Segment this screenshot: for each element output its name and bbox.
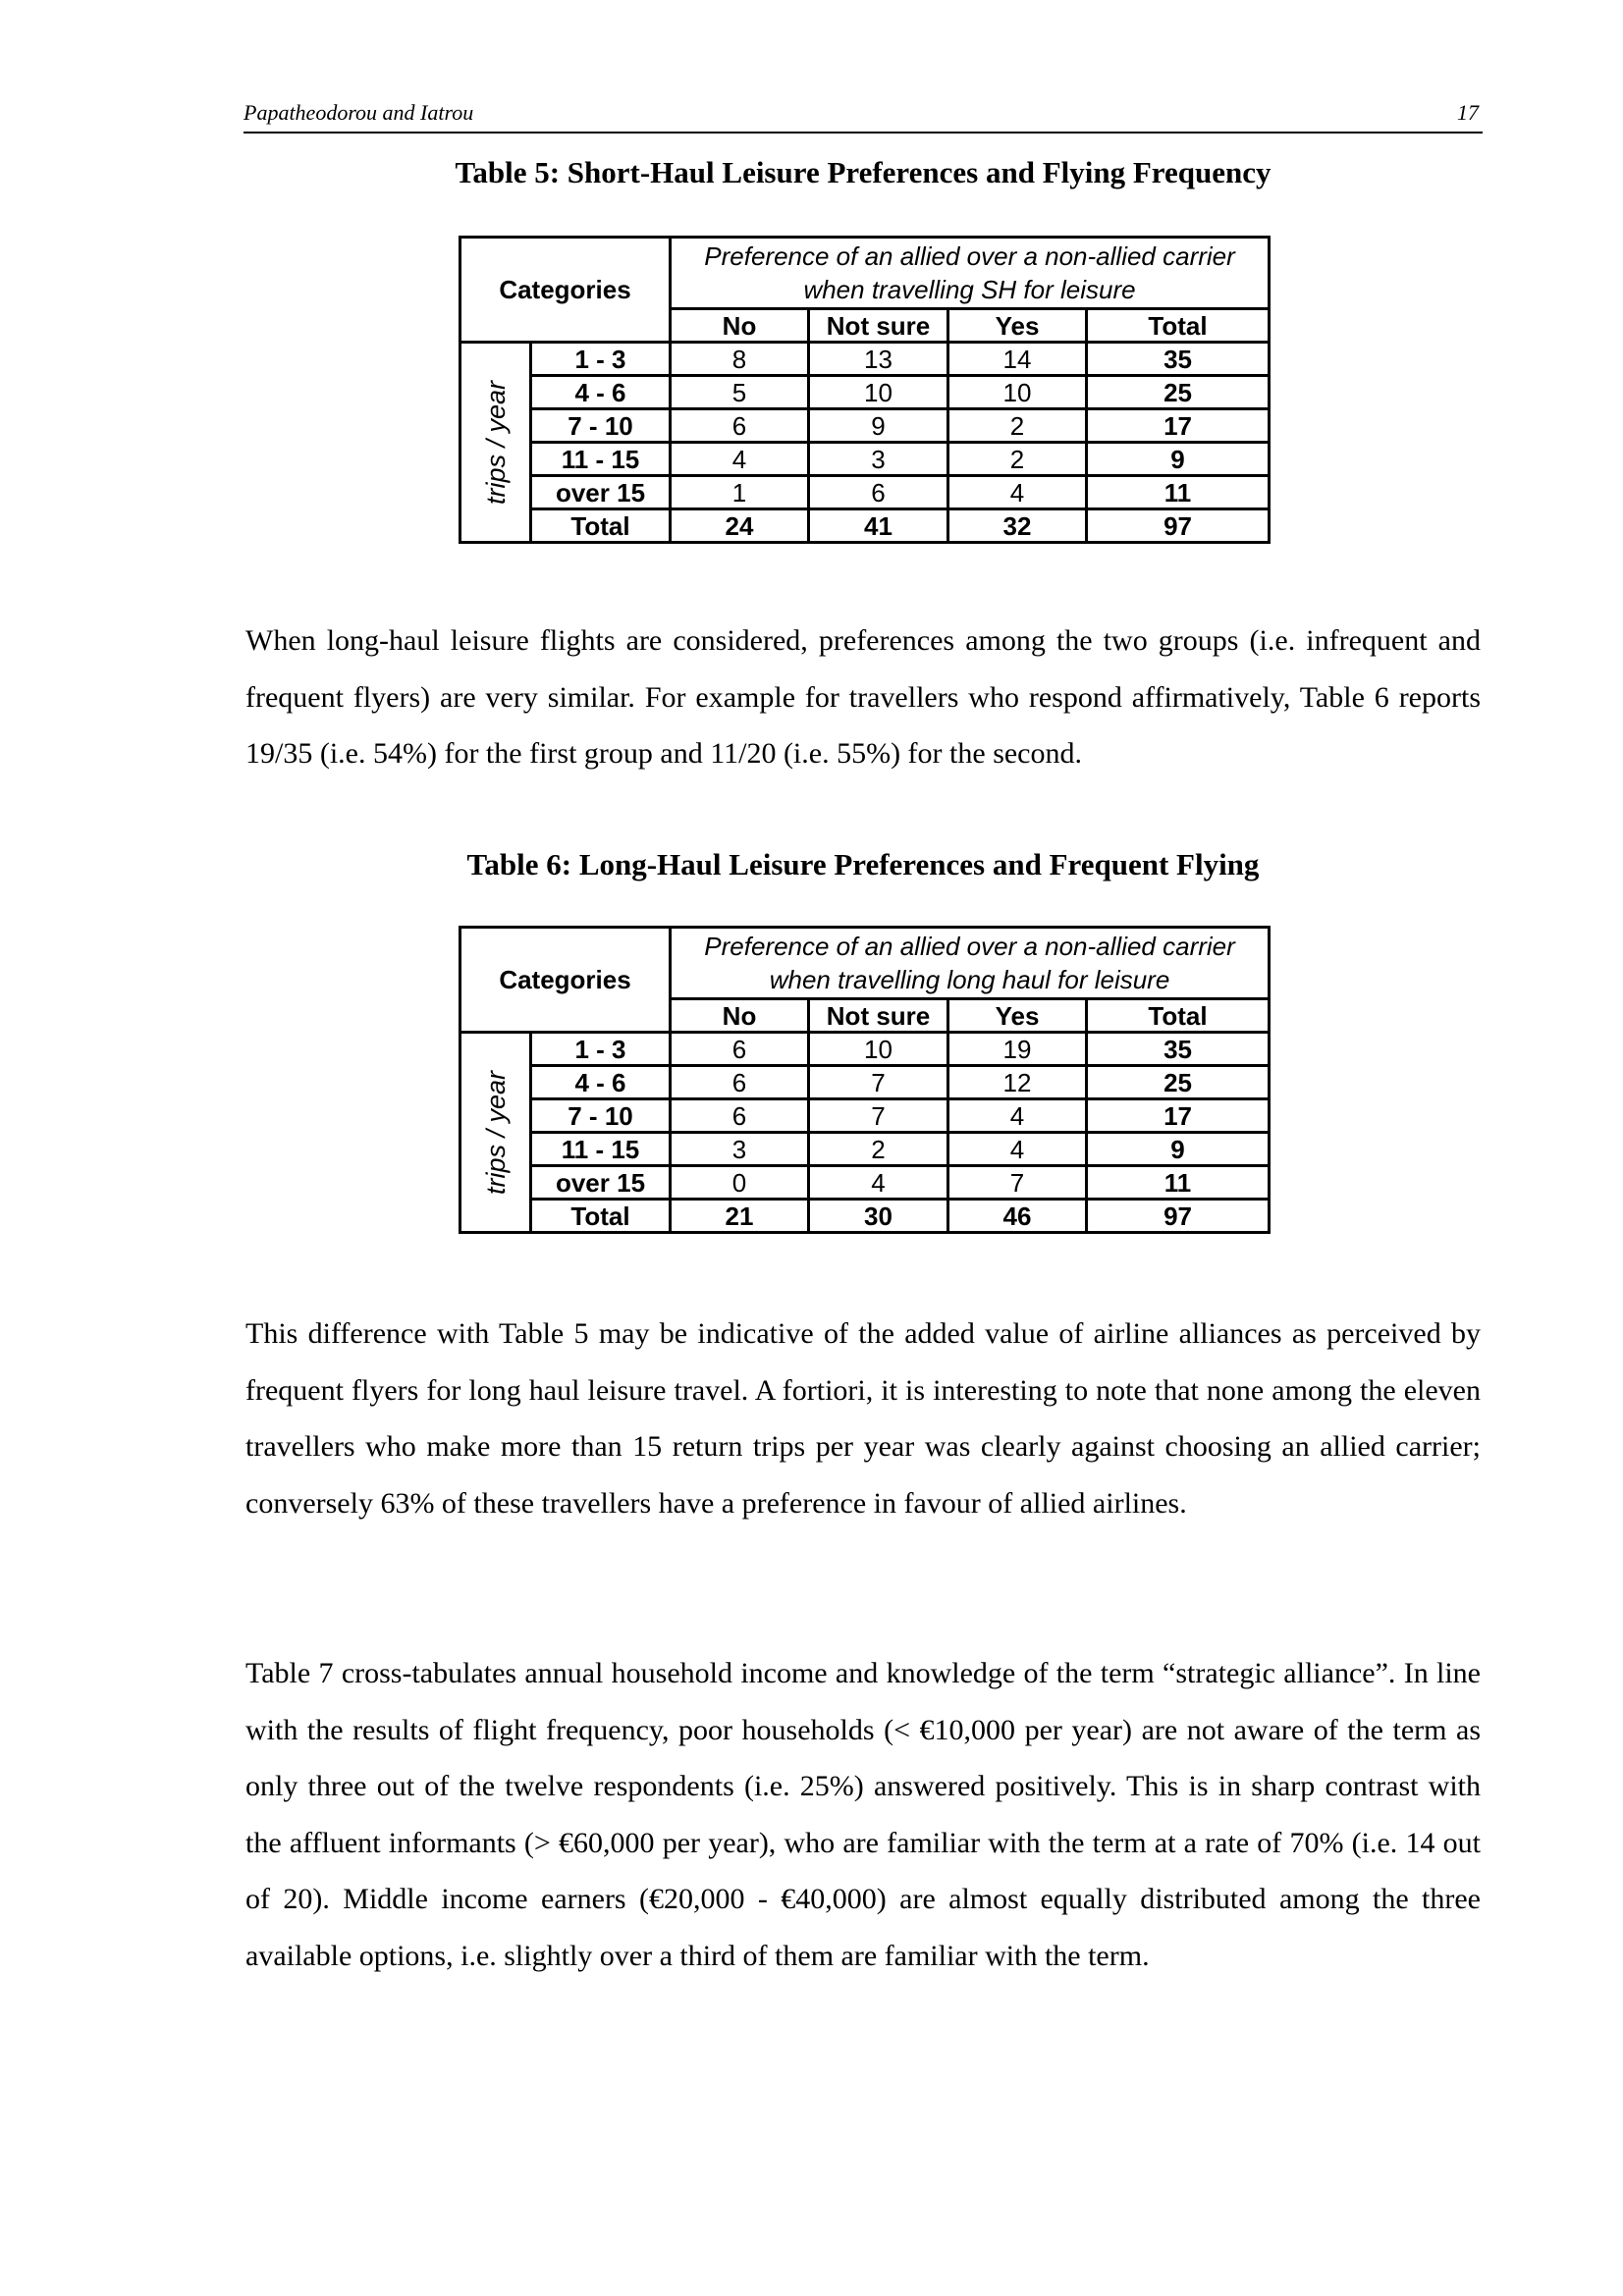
table5-col-total: Total (1087, 309, 1270, 343)
table6-cell: 0 (671, 1166, 809, 1200)
table5-col-no: No (671, 309, 809, 343)
table6-cell: 2 (809, 1133, 948, 1166)
table6-cell: 19 (948, 1033, 1087, 1066)
table5-total-cell: 24 (671, 509, 809, 543)
table6-cell-total: 9 (1087, 1133, 1270, 1166)
table6-row-label: 7 - 10 (531, 1099, 671, 1133)
table5-total-cell: 41 (809, 509, 948, 543)
table5-cell-total: 35 (1087, 343, 1270, 376)
table6-categories-header: Categories (460, 928, 671, 1033)
table6-col-no: No (671, 999, 809, 1033)
table6-cell-total: 35 (1087, 1033, 1270, 1066)
table6-col-yes: Yes (948, 999, 1087, 1033)
table5-total-cell: 32 (948, 509, 1087, 543)
table5-row-label: 4 - 6 (531, 376, 671, 409)
table5-row-label: 7 - 10 (531, 409, 671, 443)
table5-row-label: over 15 (531, 476, 671, 509)
table6-row-label: 4 - 6 (531, 1066, 671, 1099)
paragraph-table7-income: Table 7 cross-tabulates annual household income and knowledge of the term “strategic alliance”. In line with the results of flight frequency, poor households (< €10,000 per year) are not aware of the term as only three out of the twelve respondents (i.e. 25%) answered positively. This is in sharp contrast with the affluent informants (> €60,000 per year), who are familiar with the term at a rate of 70% (i.e. 14 out of 20). Middle income earners (€20,000 - €40,000) are almost equally distributed among the three available options, i.e. slightly over a third of them are familiar with the term. (245, 1657, 1481, 1972)
table6-cell-total: 17 (1087, 1099, 1270, 1133)
table6-row-label: 1 - 3 (531, 1033, 671, 1066)
table6-col-total: Total (1087, 999, 1270, 1033)
table6-cell: 12 (948, 1066, 1087, 1099)
table6-row-label: over 15 (531, 1166, 671, 1200)
table5-categories-header: Categories (460, 238, 671, 343)
table5-col-yes: Yes (948, 309, 1087, 343)
table6-cell: 4 (948, 1133, 1087, 1166)
table5-preference-header: Preference of an allied over a non-allied carrier when travelling SH for leisure (671, 238, 1270, 309)
table6-cell: 7 (948, 1166, 1087, 1200)
table5-cell-total: 9 (1087, 443, 1270, 476)
table6-total-cell: 30 (809, 1200, 948, 1233)
table5-col-not-sure: Not sure (809, 309, 948, 343)
table5-cell-total: 17 (1087, 409, 1270, 443)
table5-cell: 14 (948, 343, 1087, 376)
table6-cell: 7 (809, 1066, 948, 1099)
table5-cell: 10 (948, 376, 1087, 409)
table5-grand-total: 97 (1087, 509, 1270, 543)
table6-cell-total: 25 (1087, 1066, 1270, 1099)
table6-cell: 6 (671, 1033, 809, 1066)
table5-cell: 5 (671, 376, 809, 409)
table5 (459, 236, 1271, 544)
table5-cell: 6 (671, 409, 809, 443)
table5-cell: 13 (809, 343, 948, 376)
table5-row-label: 1 - 3 (531, 343, 671, 376)
table6-caption: Table 6: Long-Haul Leisure Preferences and Frequent Flying (466, 847, 1260, 881)
table5-cell: 8 (671, 343, 809, 376)
table6-preference-header: Preference of an allied over a non-allied carrier when travelling long haul for leisure (671, 928, 1270, 999)
table6-cell: 6 (671, 1099, 809, 1133)
table5-row-group-label: trips / year (460, 343, 531, 543)
table6-total-cell: 46 (948, 1200, 1087, 1233)
table5-row-label: 11 - 15 (531, 443, 671, 476)
running-header (243, 98, 1483, 133)
table5-cell: 10 (809, 376, 948, 409)
table6-cell: 7 (809, 1099, 948, 1133)
table5-total-label: Total (531, 509, 671, 543)
table6-total-cell: 21 (671, 1200, 809, 1233)
page-number: 17 (1457, 100, 1479, 125)
table6-row-group-label: trips / year (460, 1033, 531, 1233)
paragraph-long-haul: When long-haul leisure flights are considered, preferences among the two groups (i.e. infrequent and frequent flyers) are very similar. For example for travellers who respond affirmatively, Table 6 reports 19/35 (i.e. 54%) for the first group and 11/20 (i.e. 55%) for the second. (245, 624, 1481, 770)
table5-cell: 9 (809, 409, 948, 443)
header-authors: Papatheodorou and Iatrou (243, 100, 474, 125)
table5-cell: 2 (948, 443, 1087, 476)
table6-cell: 4 (948, 1099, 1087, 1133)
table6 (459, 926, 1271, 1234)
paragraph-table5-difference: This difference with Table 5 may be indicative of the added value of airline alliances as perceived by frequent flyers for long haul leisure travel. A fortiori, it is interesting to note that none among the eleven travellers who make more than 15 return trips per year was clearly against choosing an allied carrier; conversely 63% of these travellers have a preference in favour of allied airlines. (245, 1317, 1481, 1520)
table5-cell-total: 11 (1087, 476, 1270, 509)
table5-caption: Table 5: Short-Haul Leisure Preferences and Flying Frequency (455, 155, 1271, 189)
table6-cell: 6 (671, 1066, 809, 1099)
table5-cell: 3 (809, 443, 948, 476)
table6-total-label: Total (531, 1200, 671, 1233)
table6-cell: 3 (671, 1133, 809, 1166)
table6-cell-total: 11 (1087, 1166, 1270, 1200)
table5-cell: 4 (671, 443, 809, 476)
table5-cell: 4 (948, 476, 1087, 509)
table6-cell: 10 (809, 1033, 948, 1066)
table5-cell: 1 (671, 476, 809, 509)
table5-cell: 6 (809, 476, 948, 509)
table5-cell-total: 25 (1087, 376, 1270, 409)
table6-grand-total: 97 (1087, 1200, 1270, 1233)
table6-cell: 4 (809, 1166, 948, 1200)
table5-cell: 2 (948, 409, 1087, 443)
table6-col-not-sure: Not sure (809, 999, 948, 1033)
table6-row-label: 11 - 15 (531, 1133, 671, 1166)
